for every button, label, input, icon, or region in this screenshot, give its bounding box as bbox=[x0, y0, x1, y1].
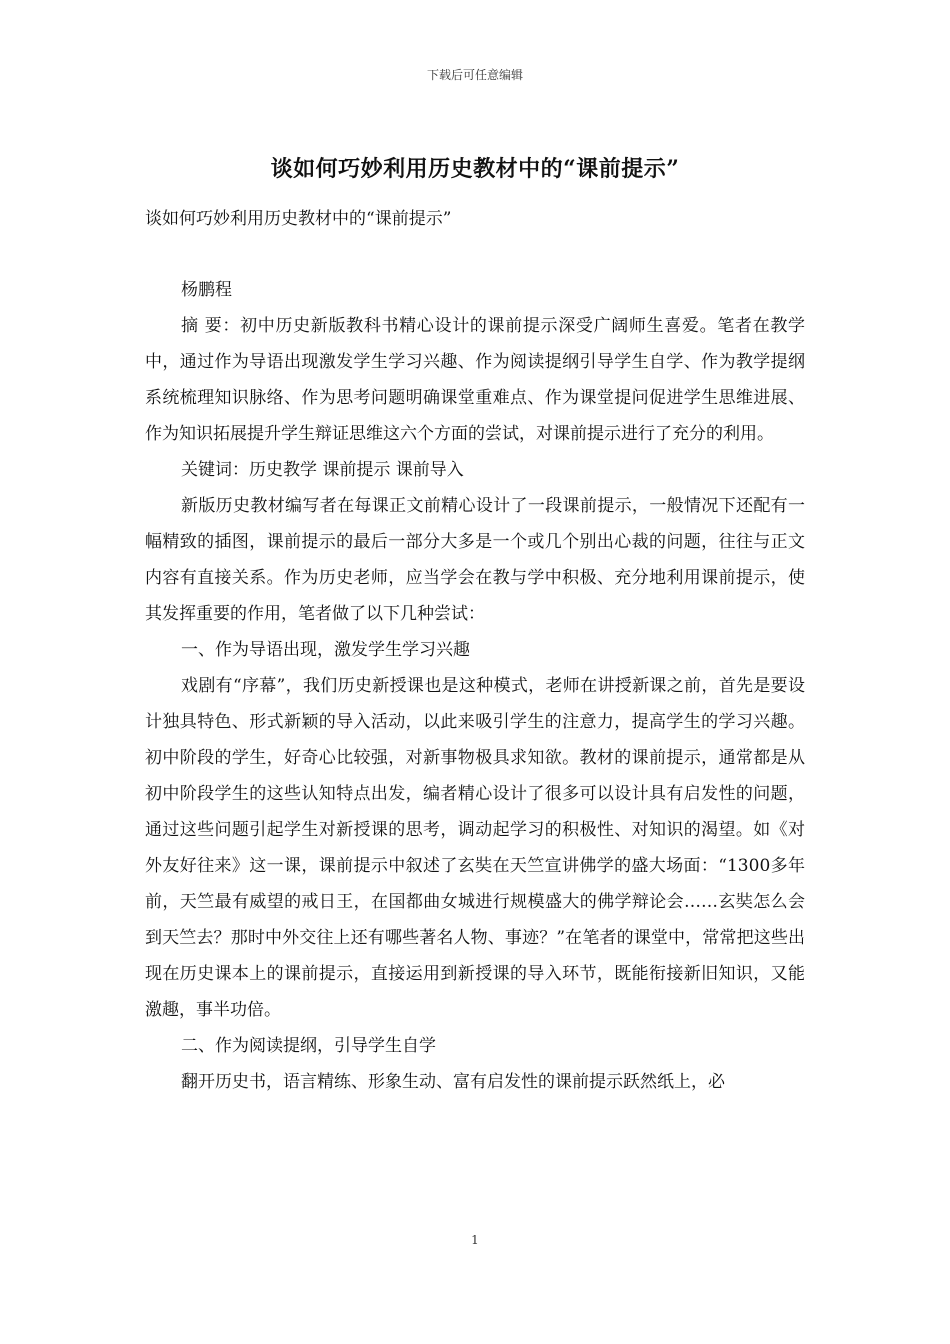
author-line: 杨鹏程 bbox=[181, 280, 232, 300]
intro-paragraph: 新版历史教材编写者在每课正文前精心设计了一段课前提示，一般情况下还配有一幅精致的插图，课前提示的最后一部分大多是一个或几个别出心裁的问题，往往与正文内容有直接关系。作为历史老师，应当学会在教与学中积极、充分地利用课前提示，使其发挥重要的作用，笔者做了以下几种尝试： bbox=[145, 496, 805, 624]
body-paragraph: 戏剧有“序幕”，我们历史新授课也是这种模式，老师在讲授新课之前，首先是要设计独具特色、形式新颖的导入活动，以此来吸引学生的注意力，提高学生的学习兴趣。初中阶段的学生，好奇心比较强，对新事物极具求知欲。教材的课前提示，通常都是从初中阶段学生的这些认知特点出发，编者精心设计了很多可以设计具有启发性的问题，通过这些问题引起学生对新授课的思考，调动起学习的积极性、对知识的渴望。如《对外友好往来》这一课，课前提示中叙述了玄奘在天竺宣讲佛学的盛大场面：“1300多年前，天竺最有威望的戒日王，在国都曲女城进行规模盛大的佛学辩论会……玄奘怎么会到天竺去？那时中外交往上还有哪些著名人物、事迹？”在笔者的课堂中，常常把这些出现在历史课本上的课前提示，直接运用到新授课的导入环节，既能衔接新旧知识，又能激趣，事半功倍。 bbox=[145, 676, 805, 1020]
body-paragraph: 翻开历史书，语言精练、形象生动、富有启发性的课前提示跃然纸上，必 bbox=[181, 1072, 725, 1092]
section-heading: 一、作为导语出现，激发学生学习兴趣 bbox=[181, 640, 470, 660]
section-heading: 二、作为阅读提纲，引导学生自学 bbox=[181, 1036, 436, 1056]
abstract-paragraph: 摘 要：初中历史新版教科书精心设计的课前提示深受广阔师生喜爱。笔者在教学中，通过作为导语出现激发学生学习兴趣、作为阅读提纲引导学生自学、作为教学提纲系统梳理知识脉络、作为思考问题明确课堂重难点、作为课堂提问促进学生思维进展、作为知识拓展提升学生辩证思维这六个方面的尝试，对课前提示进行了充分的利用。 bbox=[145, 316, 805, 444]
document-title: 谈如何巧妙利用历史教材中的“课前提示” bbox=[270, 156, 680, 182]
page-header: 下载后可任意编辑 bbox=[426, 68, 523, 82]
keywords-line: 关键词：历史教学 课前提示 课前导入 bbox=[181, 460, 464, 480]
document-subtitle: 谈如何巧妙利用历史教材中的“课前提示” bbox=[145, 209, 452, 229]
page-number: 1 bbox=[471, 1233, 479, 1247]
document-body bbox=[145, 272, 805, 1100]
